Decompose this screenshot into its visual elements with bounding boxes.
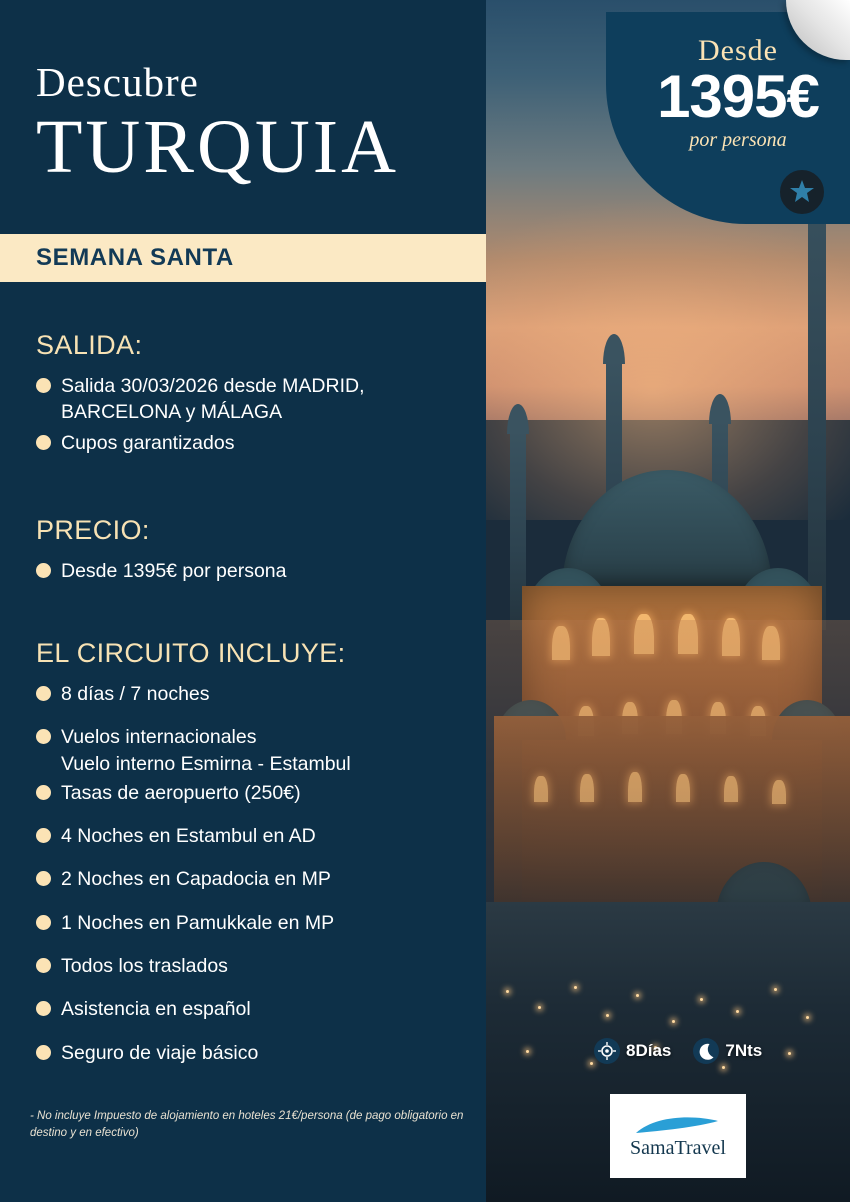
bullet-dot-icon (36, 958, 51, 973)
bullet-dot-icon (36, 1001, 51, 1016)
section-incluye (36, 638, 476, 1083)
list-item-label: Asistencia en español (61, 998, 251, 1021)
bullet-dot-icon (36, 563, 51, 578)
poster-title (36, 59, 466, 189)
bullet-dot-icon (36, 686, 51, 701)
section-heading: SALIDA: (36, 330, 143, 360)
list-item-subnote: Vuelo interno Esmirna - Estambul (61, 752, 351, 775)
minaret-icon (808, 160, 826, 630)
list-item-label: Seguro de viaje básico (61, 1041, 259, 1064)
season-ribbon (0, 234, 486, 282)
moon-icon (693, 1038, 719, 1064)
section-salida (36, 330, 476, 460)
section-precio (36, 515, 476, 588)
section-heading: EL CIRCUITO INCLUYE: (36, 638, 346, 668)
list-item (36, 558, 476, 584)
bullet-dot-icon (36, 435, 51, 450)
list-item (36, 1040, 476, 1066)
list-item-label: Desde 1395€ por persona (61, 560, 287, 582)
list-item-label: 8 días / 7 noches (61, 683, 210, 705)
bullet-dot-icon (36, 915, 51, 930)
list-item-label: Cupos garantizados (61, 431, 235, 454)
title-destination: TURQUIA (36, 105, 399, 189)
list-item-label: Salida 30/03/2026 desde MADRID, BARCELONA y MÁLAGA (61, 375, 365, 424)
price-badge-content (640, 34, 836, 152)
list-item-label: 2 Noches en Capadocia en MP (61, 868, 331, 891)
bullet-dot-icon (36, 1045, 51, 1060)
price-badge-per-person: por persona (689, 129, 787, 152)
sun-icon (594, 1038, 620, 1064)
company-logo-text: SamaTravel (630, 1136, 726, 1159)
list-item-label: 4 Noches en Estambul en AD (61, 824, 316, 847)
swoosh-icon (632, 1113, 724, 1139)
duration-days-label: 8Días (626, 1041, 672, 1060)
list-item-label: Todos los traslados (61, 954, 228, 977)
list-item (36, 953, 476, 979)
turkey-seal-icon (778, 168, 826, 216)
bullet-dot-icon (36, 785, 51, 800)
title-descubre: Descubre (36, 59, 199, 105)
price-badge-desde: Desde (698, 34, 778, 67)
section-heading: PRECIO: (36, 515, 150, 545)
list-item-label: 1 Noches en Pamukkale en MP (61, 911, 335, 934)
list-item (36, 910, 476, 936)
duration-nights-label: 7Nts (725, 1041, 763, 1060)
list-item (36, 780, 476, 806)
list-item (36, 681, 476, 707)
list-item (36, 996, 476, 1022)
price-badge-amount: 1395€ (657, 63, 819, 130)
footnote: - No incluye Impuesto de alojamiento en hoteles 21€/persona (de pago obligatorio en destino y en efectivo) (30, 1110, 464, 1140)
company-logo (610, 1094, 746, 1178)
bullet-dot-icon (36, 828, 51, 843)
list-item (36, 373, 476, 426)
bullet-dot-icon (36, 729, 51, 744)
list-item-label: Vuelos internacionales (61, 726, 257, 749)
list-item (36, 866, 476, 892)
season-ribbon-label: SEMANA SANTA (36, 244, 234, 271)
list-item-label: Tasas de aeropuerto (250€) (61, 781, 301, 804)
list-item (36, 430, 476, 456)
list-item (36, 823, 476, 849)
bullet-dot-icon (36, 871, 51, 886)
bullet-dot-icon (36, 378, 51, 393)
duration-badges (594, 1038, 762, 1064)
list-item (36, 724, 476, 750)
